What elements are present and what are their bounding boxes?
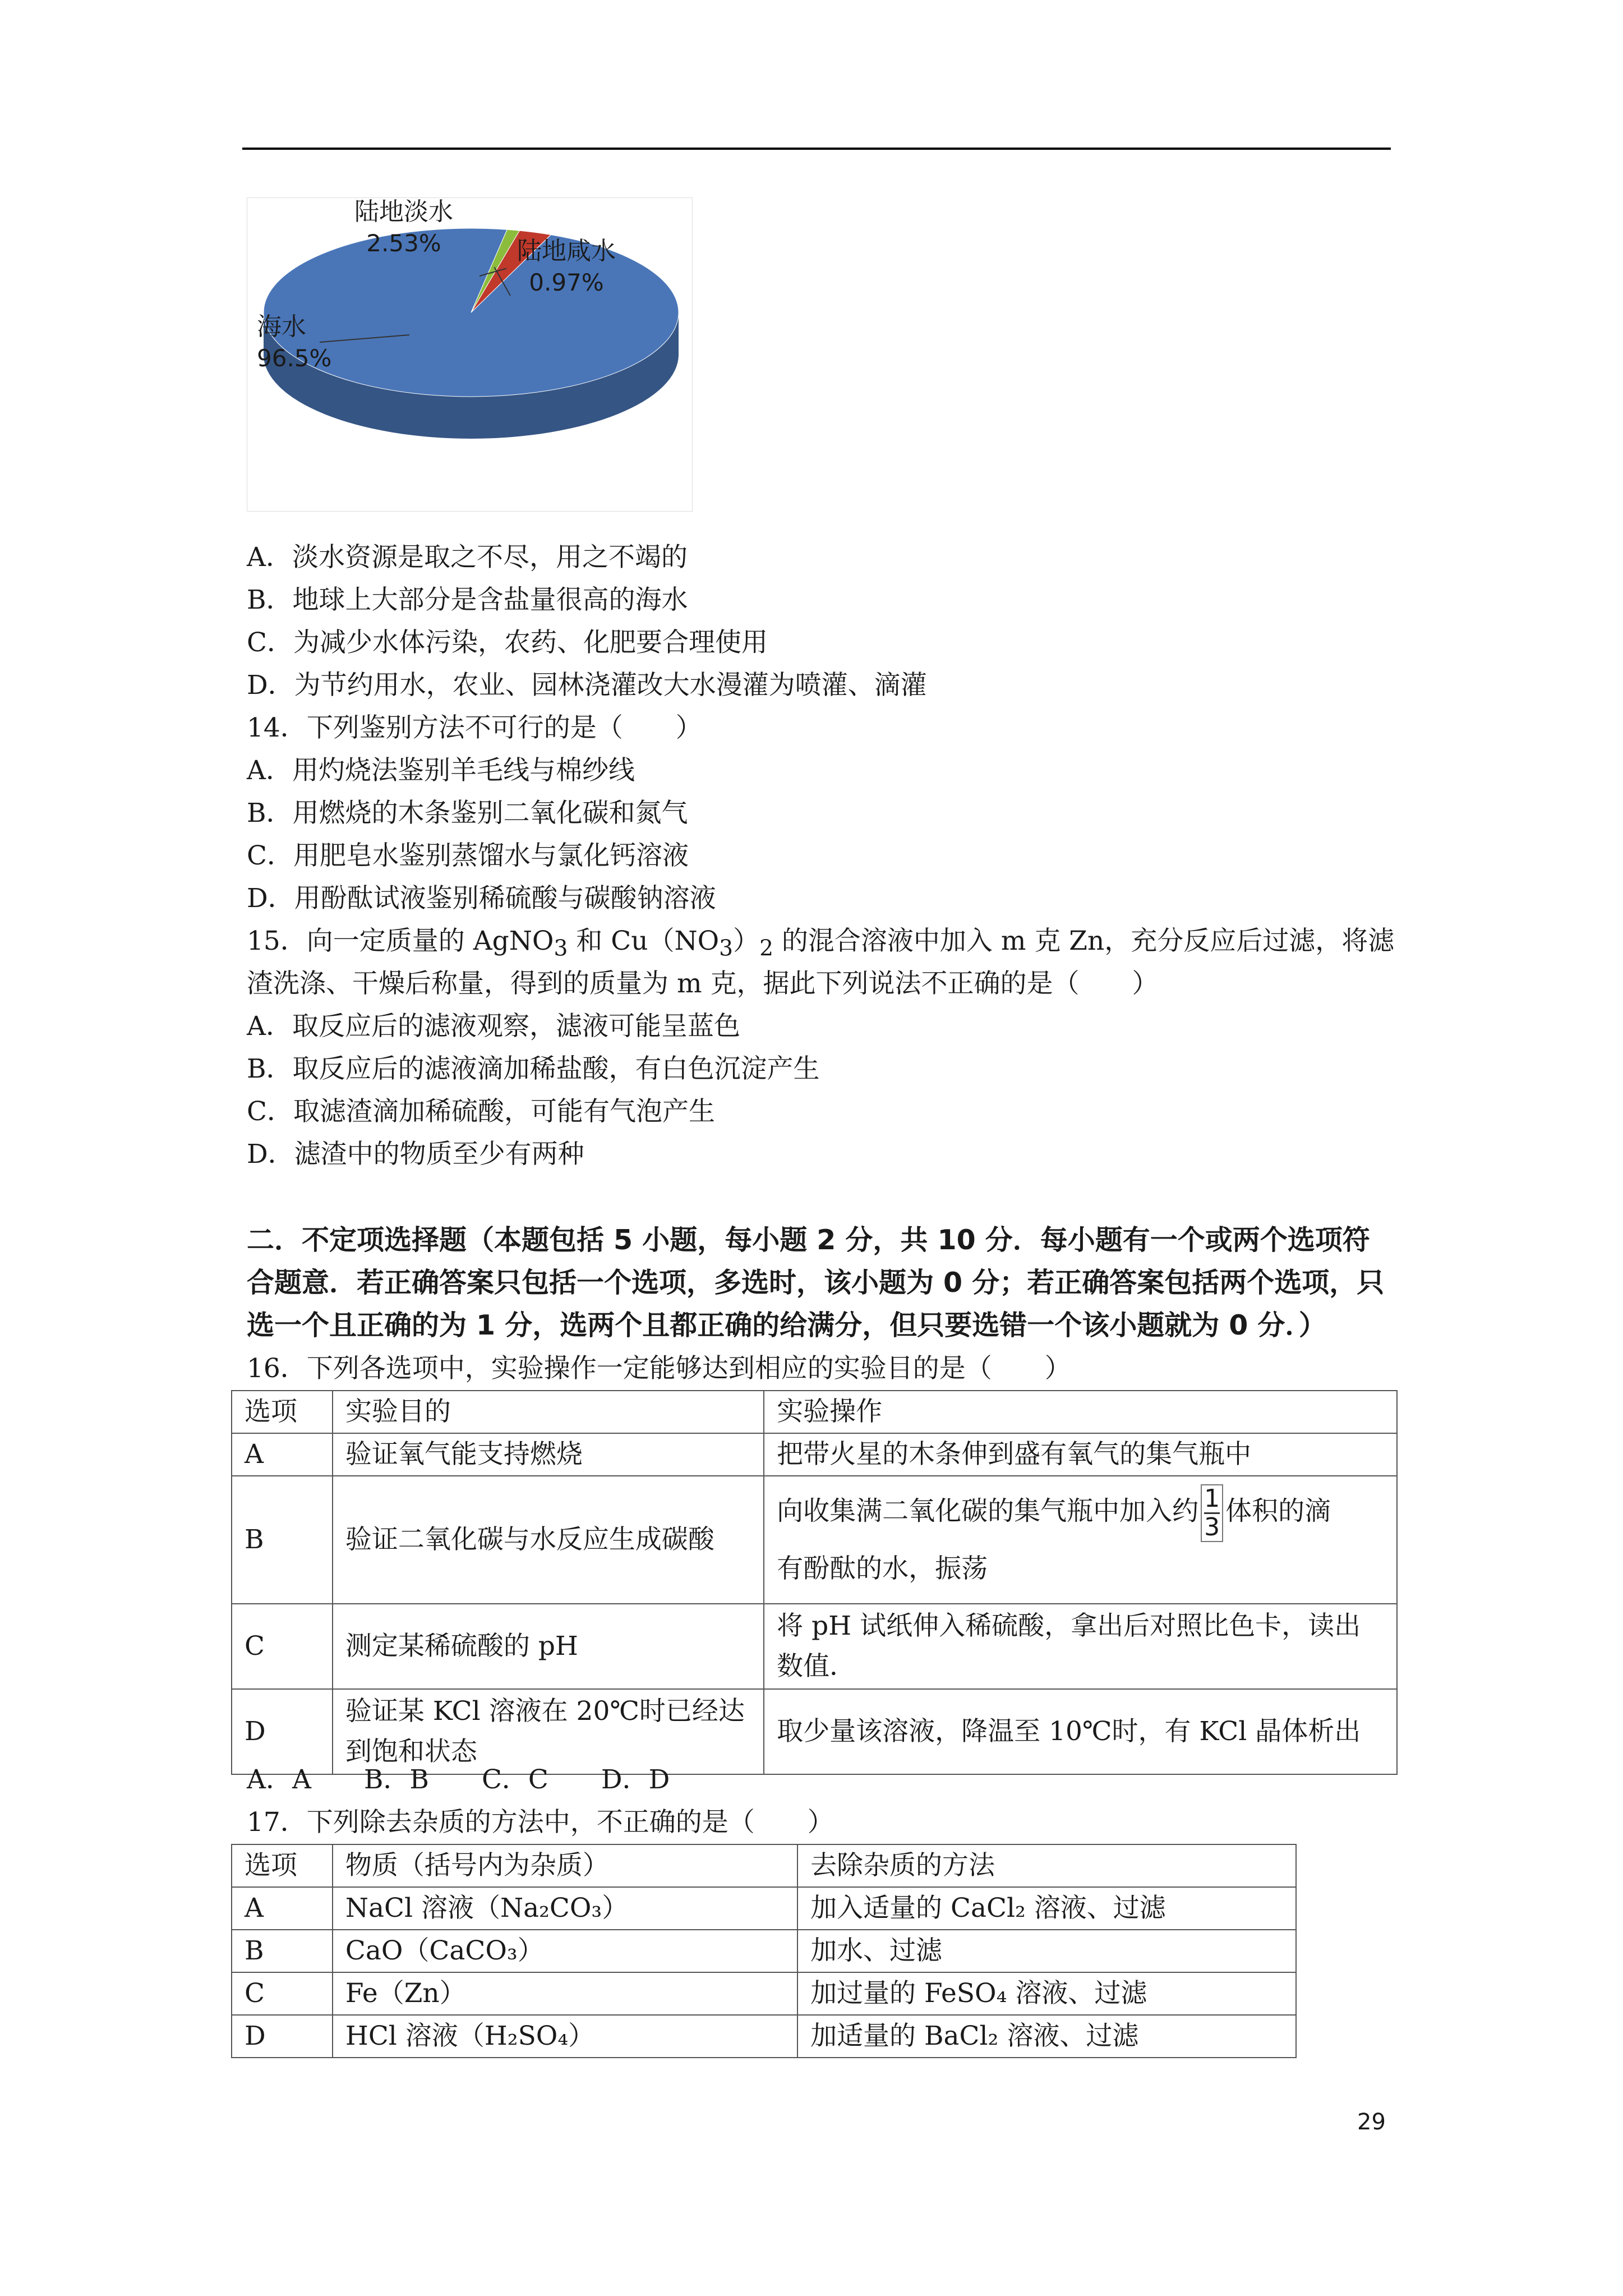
- q16-row-c-purpose: 测定某稀硫酸的 pH: [333, 1604, 764, 1689]
- slice-value-label: 96.5%: [257, 344, 332, 372]
- q17-row-b-option: B: [232, 1930, 333, 1972]
- q16-table-header: [232, 1391, 1397, 1433]
- q16-row-a-operation: 把带火星的木条伸到盛有氧气的集气瓶中: [764, 1433, 1397, 1476]
- q17-row-d-substance: HCl 溶液（H₂SO₄）: [333, 2015, 797, 2058]
- q16-row-a-purpose: 验证氧气能支持燃烧: [333, 1433, 764, 1476]
- q17-row-d-method: 加适量的 BaCl₂ 溶液、过滤: [797, 2015, 1296, 2058]
- q16-row-b-purpose: 验证二氧化碳与水反应生成碳酸: [333, 1476, 764, 1604]
- q17-row-c-option: C: [232, 1972, 333, 2015]
- one-third-fraction: $\frac{1}{3}$: [1201, 1484, 1223, 1542]
- water-distribution-pie-chart: [247, 197, 693, 512]
- q17-header-substance: 物质（括号内为杂质）: [333, 1844, 797, 1887]
- q16-header-option: 选项: [232, 1391, 333, 1433]
- q16-header-operation: 实验操作: [764, 1391, 1397, 1433]
- q13-option-b: B．地球上大部分是含盐量很高的海水: [247, 585, 688, 615]
- q13-option-a: A．淡水资源是取之不尽，用之不竭的: [247, 542, 688, 573]
- table-row: [232, 1433, 1397, 1476]
- q16-row-d-operation: 取少量该溶液，降温至 10℃时，有 KCl 晶体析出: [764, 1689, 1397, 1774]
- q17-header-method: 去除杂质的方法: [797, 1844, 1296, 1887]
- section-2-heading: 二．不定项选择题（本题包括 5 小题，每小题 2 分，共 10 分．每小题有一个或两个选项符合题意．若正确答案只包括一个选项，多选时，该小题为 0 分；若正确答案包括两个选项，只选一个且正确的为 1 分，选两个且都正确的给满分，但只要选错一个该小题就为 0 分．）: [247, 1224, 1385, 1341]
- slice-name-label: 海水: [257, 312, 306, 341]
- slice-value-label: 2.53%: [366, 229, 441, 257]
- q17-row-b-substance: CaO（CaCO₃）: [333, 1930, 797, 1972]
- q17-stem: 17．下列除去杂质的方法中，不正确的是（ ）: [247, 1807, 834, 1838]
- q16-header-purpose: 实验目的: [333, 1391, 764, 1433]
- q17-table: [231, 1844, 1297, 2058]
- slice-name-label: 陆地咸水: [517, 237, 616, 265]
- page-number: 29: [1357, 2109, 1386, 2135]
- header-rule: [242, 148, 1391, 150]
- table-row: [232, 1887, 1296, 1930]
- q17-row-b-method: 加水、过滤: [797, 1930, 1296, 1972]
- q16-row-c-option: C: [232, 1604, 333, 1689]
- q14-option-d: D．用酚酞试液鉴别稀硫酸与碳酸钠溶液: [247, 883, 716, 914]
- table-row: [232, 1476, 1397, 1604]
- q17-row-c-substance: Fe（Zn）: [333, 1972, 797, 2015]
- q16-row-c-operation: 将 pH 试纸伸入稀硫酸，拿出后对照比色卡，读出数值．: [764, 1604, 1397, 1689]
- q17-row-a-option: A: [232, 1887, 333, 1930]
- q17-row-d-option: D: [232, 2015, 333, 2058]
- q16-table: [231, 1390, 1398, 1775]
- table-row: [232, 1604, 1397, 1689]
- q16-row-b-option: B: [232, 1476, 333, 1604]
- q17-row-a-method: 加入适量的 CaCl₂ 溶液、过滤: [797, 1887, 1296, 1930]
- q14-option-b: B．用燃烧的木条鉴别二氧化碳和氮气: [247, 798, 688, 829]
- q15-stem-line-1: 15．向一定质量的 AgNO$_3$ 和 $Cu(NO_3)_2$ 的混合溶液中加入 m 克 Zn，充分反应后过滤，将滤: [247, 926, 1395, 961]
- q13-option-d: D．为节约用水，农业、园林浇灌改大水漫灌为喷灌、滴灌: [247, 670, 927, 701]
- q16-row-d-option: D: [232, 1689, 333, 1774]
- q17-row-a-substance: NaCl 溶液（Na₂CO₃）: [333, 1887, 797, 1930]
- q13-option-c: C．为减少水体污染，农药、化肥要合理使用: [247, 627, 768, 658]
- q15-option-d: D．滤渣中的物质至少有两种: [247, 1139, 584, 1170]
- slice-value-label: 0.97%: [529, 269, 604, 296]
- q16-row-a-option: A: [232, 1433, 333, 1476]
- table-row: [232, 1930, 1296, 1972]
- q15-option-c: C．取滤渣滴加稀硫酸，可能有气泡产生: [247, 1096, 715, 1127]
- q16-stem: 16．下列各选项中，实验操作一定能够达到相应的实验目的是（ ）: [247, 1353, 1071, 1384]
- q15-option-a: A．取反应后的滤液观察，滤液可能呈蓝色: [247, 1011, 740, 1042]
- slice-name-label: 陆地淡水: [354, 197, 453, 226]
- q14-stem: 14．下列鉴别方法不可行的是（ ）: [247, 712, 702, 743]
- q15-option-b: B．取反应后的滤液滴加稀盐酸，有白色沉淀产生: [247, 1053, 820, 1084]
- table-row: [232, 1972, 1296, 2015]
- q16-row-d-purpose: 验证某 KCl 溶液在 20℃时已经达到饱和状态: [333, 1689, 764, 1774]
- q16-answer-choices: A．A B．B C．C D．D: [247, 1764, 670, 1795]
- q17-row-c-method: 加过量的 FeSO₄ 溶液、过滤: [797, 1972, 1296, 2015]
- q15-stem-line-2: 渣洗涤、干燥后称量，得到的质量为 m 克，据此下列说法不正确的是（ ）: [247, 968, 1159, 999]
- q14-option-c: C．用肥皂水鉴别蒸馏水与氯化钙溶液: [247, 840, 689, 871]
- q17-table-header: [232, 1844, 1296, 1887]
- q17-header-option: 选项: [232, 1844, 333, 1887]
- q16-row-b-operation: 向收集满二氧化碳的集气瓶中加入约 $\frac{1}{3}$ 体积的滴 有酚酞的水，振荡: [764, 1476, 1397, 1604]
- table-row: [232, 2015, 1296, 2058]
- q14-option-a: A．用灼烧法鉴别羊毛线与棉纱线: [247, 755, 635, 786]
